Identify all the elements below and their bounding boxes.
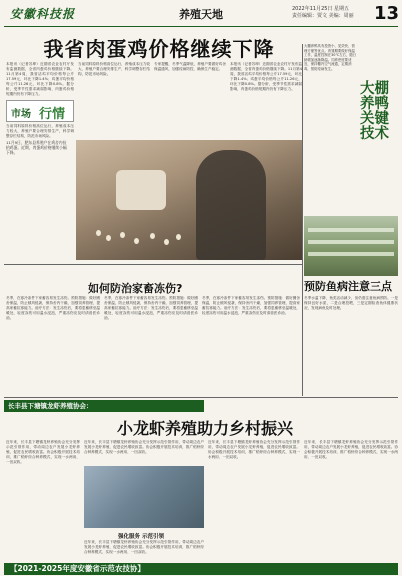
article4-col5: 近年来，长丰县下塘镇龙虾养殖协会充分发挥示范引领作用，带动周边农户发展小龙虾养殖，促进农民增收致富。协会积极开展技术培训，推广稻虾综合种养模式，实现一水两用、一田双收。: [304, 440, 398, 459]
column-divider: [302, 44, 303, 396]
crayfish-photo: [84, 466, 204, 528]
issue-info: [292, 6, 372, 20]
article4-col2: 近年来，长丰县下塘镇龙虾养殖协会充分发挥示范引领作用，带动周边农户发展小龙虾养殖，促进农民增收致富。协会积极开展技术培训，推广稻虾综合种养模式，实现一水两用、一田双收。: [84, 440, 204, 454]
article2-headline: 如何防治家畜冻伤?: [88, 282, 183, 295]
market-tag: [6, 100, 74, 122]
egg-shape: [96, 230, 101, 236]
egg-shape: [150, 233, 155, 239]
issue-date: 2022年11月25日 星期五: [292, 6, 350, 12]
article4-col4: 近年来，长丰县下塘镇龙虾养殖协会充分发挥示范引领作用，带动周边农户发展小龙虾养殖，促进农民增收致富。协会积极开展技术培训，推广稻虾综合种养模式，实现一水两用、一田双收。: [208, 440, 300, 459]
market-tag-accent: 行情: [39, 107, 66, 122]
main-article-col1-cont: 当前饲料原料价格高位运行，养殖成本压力较大，养殖户要合理安排生产，科学调整存栏结构，防范市场风险。: [6, 124, 74, 138]
greenhouse-row-shape: [308, 252, 394, 256]
editor-line: 责任编辑：贾文 美编：周丽: [292, 13, 354, 19]
article4-headline: 小龙虾养殖助力乡村振兴: [116, 419, 293, 438]
article3-body: 冬季水温下降，鱼类活动减少，但仍需注意鱼病预防。一是保持良好水质，二是合理投喂，三是定期检查鱼体健康状况，发现病鱼及时处理。: [304, 296, 398, 310]
page-number: 13: [374, 3, 400, 24]
section-divider: [4, 264, 302, 265]
egg-shape: [176, 234, 181, 240]
main-headline: 我省肉蛋鸡价格继续下降: [43, 37, 275, 61]
footer-banner: 【2021-2025年度安徽省示范农技协】: [4, 563, 398, 575]
masthead: [4, 3, 398, 27]
photo-caption: 11月9日，肥东县养殖户在鸡舍内捡拾鸡蛋。近期，肉蛋鸡价格继续小幅下降。: [6, 140, 67, 156]
sidebar-title: 大棚养鸭关键技术: [360, 81, 389, 142]
article2-col2: 冬季，在寒冷条件下家畜容易发生冻伤。预防措施：做好圈舍保温，防止贼风侵袭，保持舍内干燥，加强饲养管理，提高家畜抗寒能力。治疗方法：发生冻伤后，要将患畜移至温暖处，轻度冻伤可用温水浸泡，严重冻伤应及时请兽医诊治。: [104, 296, 198, 320]
main-article-col4: 本报讯（记者苏坤）近期省农业农村厅发布监测数据，全省肉蛋鸡价格继续下降。11月第4周，我省活鸡平均价格每公斤17.59元，环比下降1.4%；鸡蛋平均价格每公斤11.26元，环比下降0.8%。据分析，受季节性需求减弱影响，肉蛋鸡价格短期内仍有下降压力。: [230, 62, 302, 91]
chicken-farm-photo: [76, 140, 302, 260]
greenhouse-row-shape: [308, 240, 394, 244]
photo-person-shape: [196, 150, 266, 260]
egg-shape: [164, 239, 169, 245]
photo-sack-shape: [116, 170, 166, 210]
egg-shape: [106, 235, 111, 241]
market-tag-label: 市场: [11, 109, 31, 120]
sidebar-body: 大棚养鸭具有投资小、见效快、管理方便等优点。育雏期要做好保温工作，温度控制在30℃左右，随日龄增加逐渐降温。饲养密度要适宜，保持棚内空气流通，定期消毒，预防疫病发生。: [304, 44, 357, 71]
egg-shape: [120, 232, 125, 238]
greenhouse-row-shape: [308, 228, 394, 232]
article2-col1: 冬季，在寒冷条件下家畜容易发生冻伤。预防措施：做好圈舍保温，防止贼风侵袭，保持舍内干燥，加强饲养管理，提高家畜抗寒能力。治疗方法：发生冻伤后，要将患畜移至温暖处，轻度冻伤可用温水浸泡，严重冻伤应及时请兽医诊治。: [6, 296, 100, 320]
article2-col3: 冬季，在寒冷条件下家畜容易发生冻伤。预防措施：做好圈舍保温，防止贼风侵袭，保持舍内干燥，加强饲养管理，提高家畜抗寒能力。治疗方法：发生冻伤后，要将患畜移至温暖处，轻度冻伤可用温水浸泡，严重冻伤应及时请兽医诊治。: [202, 296, 300, 315]
section-title: 养殖天地: [179, 8, 223, 21]
egg-shape: [134, 238, 139, 244]
article3-headline: 预防鱼病注意三点: [304, 280, 392, 293]
main-article-col3: 专家提醒，冬季气温降低，养殖户要做好鸡舍保温通风，加强疫病防控，确保生产稳定。: [154, 62, 226, 71]
greenhouse-photo: [304, 216, 398, 276]
article4-col1: 近年来，长丰县下塘镇龙虾养殖协会充分发挥示范引领作用，带动周边农户发展小龙虾养殖，促进农民增收致富。协会积极开展技术培训，推广稻虾综合种养模式，实现一水两用、一田双收。: [6, 440, 80, 464]
main-article-col2: 当前饲料原料价格高位运行，养殖成本压力较大，养殖户要合理安排生产，科学调整存栏结构，防范市场风险。: [78, 62, 150, 76]
article4-col3: 近年来，长丰县下塘镇龙虾养殖协会充分发挥示范引领作用，带动周边农户发展小龙虾养殖，促进农民增收致富。协会积极开展技术培训，推广稻虾综合种养模式，实现一水两用、一田双收。: [84, 540, 204, 554]
section-divider: [4, 397, 398, 398]
main-article-col1: 本报讯（记者苏坤）近期省农业农村厅发布监测数据，全省肉蛋鸡价格继续下降。11月第4周，我省活鸡平均价格每公斤17.59元，环比下降1.4%；鸡蛋平均价格每公斤11.26元，环比下降0.8%。据分析，受季节性需求减弱影响，肉蛋鸡价格短期内仍有下降压力。: [6, 62, 74, 96]
article4-subhead: 强化服务 示范引领: [118, 534, 164, 540]
newspaper-logo: 安徽科技报: [10, 7, 76, 21]
article4-banner: 长丰县下塘镇龙虾养殖协会：: [4, 400, 204, 412]
